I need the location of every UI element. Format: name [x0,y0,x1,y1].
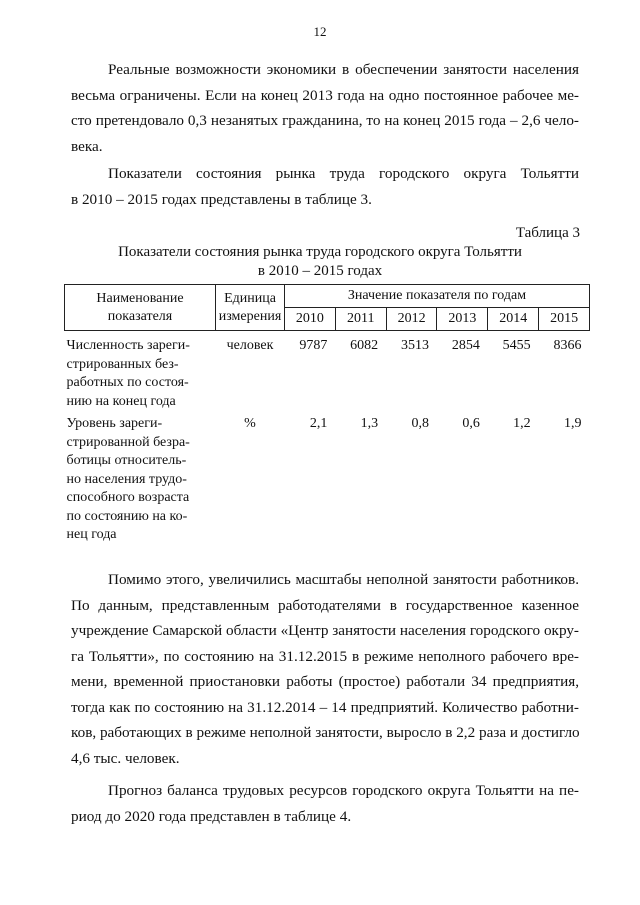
row-name-line: стрированной безра- [66,434,190,450]
table-label: Таблица 3 [515,225,580,241]
row-name-line: способного возраста [66,490,190,505]
cell-value: 1,3 [360,416,379,431]
header-text: Наименование [96,290,184,306]
cell-value: 1,9 [564,416,582,431]
paragraph-part-time-employment [71,567,579,771]
labor-market-table [64,284,590,545]
header-year: 2012 [386,308,437,331]
text-line: весьма ограничены. Если на конец 2013 года на одно постоянное рабочее ме- [71,86,579,104]
text-line: учреждение Самарской области «Центр занятости населения городского окру- [71,622,579,639]
header-unit [216,285,285,331]
row-unit: человек [226,338,274,353]
text-line: Показатели состояния рынка труда городского округа Тольятти [108,165,579,182]
text-line: Прогноз баланса трудовых ресурсов городского округа Тольятти на пе- [108,782,579,799]
text-line: мени, временной приостановки работы (простое) работали 34 предприятия, [71,673,579,690]
cell-value: 6082 [350,338,379,353]
text-line: века. [71,137,103,155]
paragraph-employment-intro [71,57,579,159]
row-name-line: по состоянию на ко- [66,508,188,524]
header-text: Единица [224,290,276,306]
cell-value: 2,1 [309,416,328,431]
paragraph-forecast-reference [71,778,579,829]
cell-value: 0,6 [462,416,480,431]
table-title-line: в 2010 – 2015 годах [257,263,383,279]
text-line: Реальные возможности экономики в обеспечении занятости населения [108,61,579,78]
text-line: Помимо этого, увеличились масштабы неполной занятости работников. [108,571,579,588]
cell-value: 1,2 [513,416,531,431]
cell-value: 3513 [400,338,429,353]
row-name [65,331,216,412]
text-line: га Тольятти», по состоянию на 31.12.2015 в режиме неполного рабочего вре- [71,647,579,665]
cell-value: 2854 [451,338,480,353]
cell-value: 5455 [502,338,531,353]
row-name-line: ботицы относитель- [66,453,187,468]
page-number: 12 [313,24,327,39]
row-name-line: но населения трудо- [66,471,187,487]
text-line: 4,6 тыс. человек. [71,749,180,767]
header-year: 2014 [488,308,539,331]
header-text: измерения [218,308,282,324]
row-name-line: нию на конец года [66,393,176,409]
text-line: По данным, представленным работодателями в государственное казенное [71,596,579,614]
table-row [65,331,590,412]
header-year: 2015 [539,308,590,331]
row-name-line: работных по состоя- [66,375,189,390]
text-line: ков, работающих в режиме неполной занятости, выросло в 2,2 раза и достигло [71,724,580,741]
table-title-line: Показатели состояния рынка труда городского округа Тольятти [118,244,522,260]
header-year: 2011 [335,308,386,331]
row-name-line: стрированных без- [66,356,179,372]
text-line: в 2010 – 2015 годах представлены в таблице 3. [71,190,372,208]
text-line: риод до 2020 года представлен в таблице 4. [71,807,352,825]
cell-value: 9787 [299,338,328,353]
header-values-group: Значение показателя по годам [285,285,590,308]
cell-value: 8366 [553,338,582,353]
header-indicator-name [65,285,216,331]
header-text: показателя [107,308,173,324]
header-year: 2010 [285,308,336,331]
row-name [65,411,216,545]
row-name-line: нец года [66,527,117,542]
text-line: тогда как по состоянию на 31.12.2014 – 14 предприятий. Количество работни- [71,698,579,716]
text-line: сто претендовало 0,3 незанятых гражданина, то на конец 2015 года – 2,6 чело- [71,112,579,129]
table-title [0,243,640,281]
row-name-line: Численность зареги- [66,338,190,353]
header-year: 2013 [437,308,488,331]
row-unit: % [244,416,256,431]
cell-value: 0,8 [411,416,429,431]
table-row [65,411,590,545]
row-name-line: Уровень зареги- [66,416,163,431]
paragraph-table-reference [71,161,579,212]
